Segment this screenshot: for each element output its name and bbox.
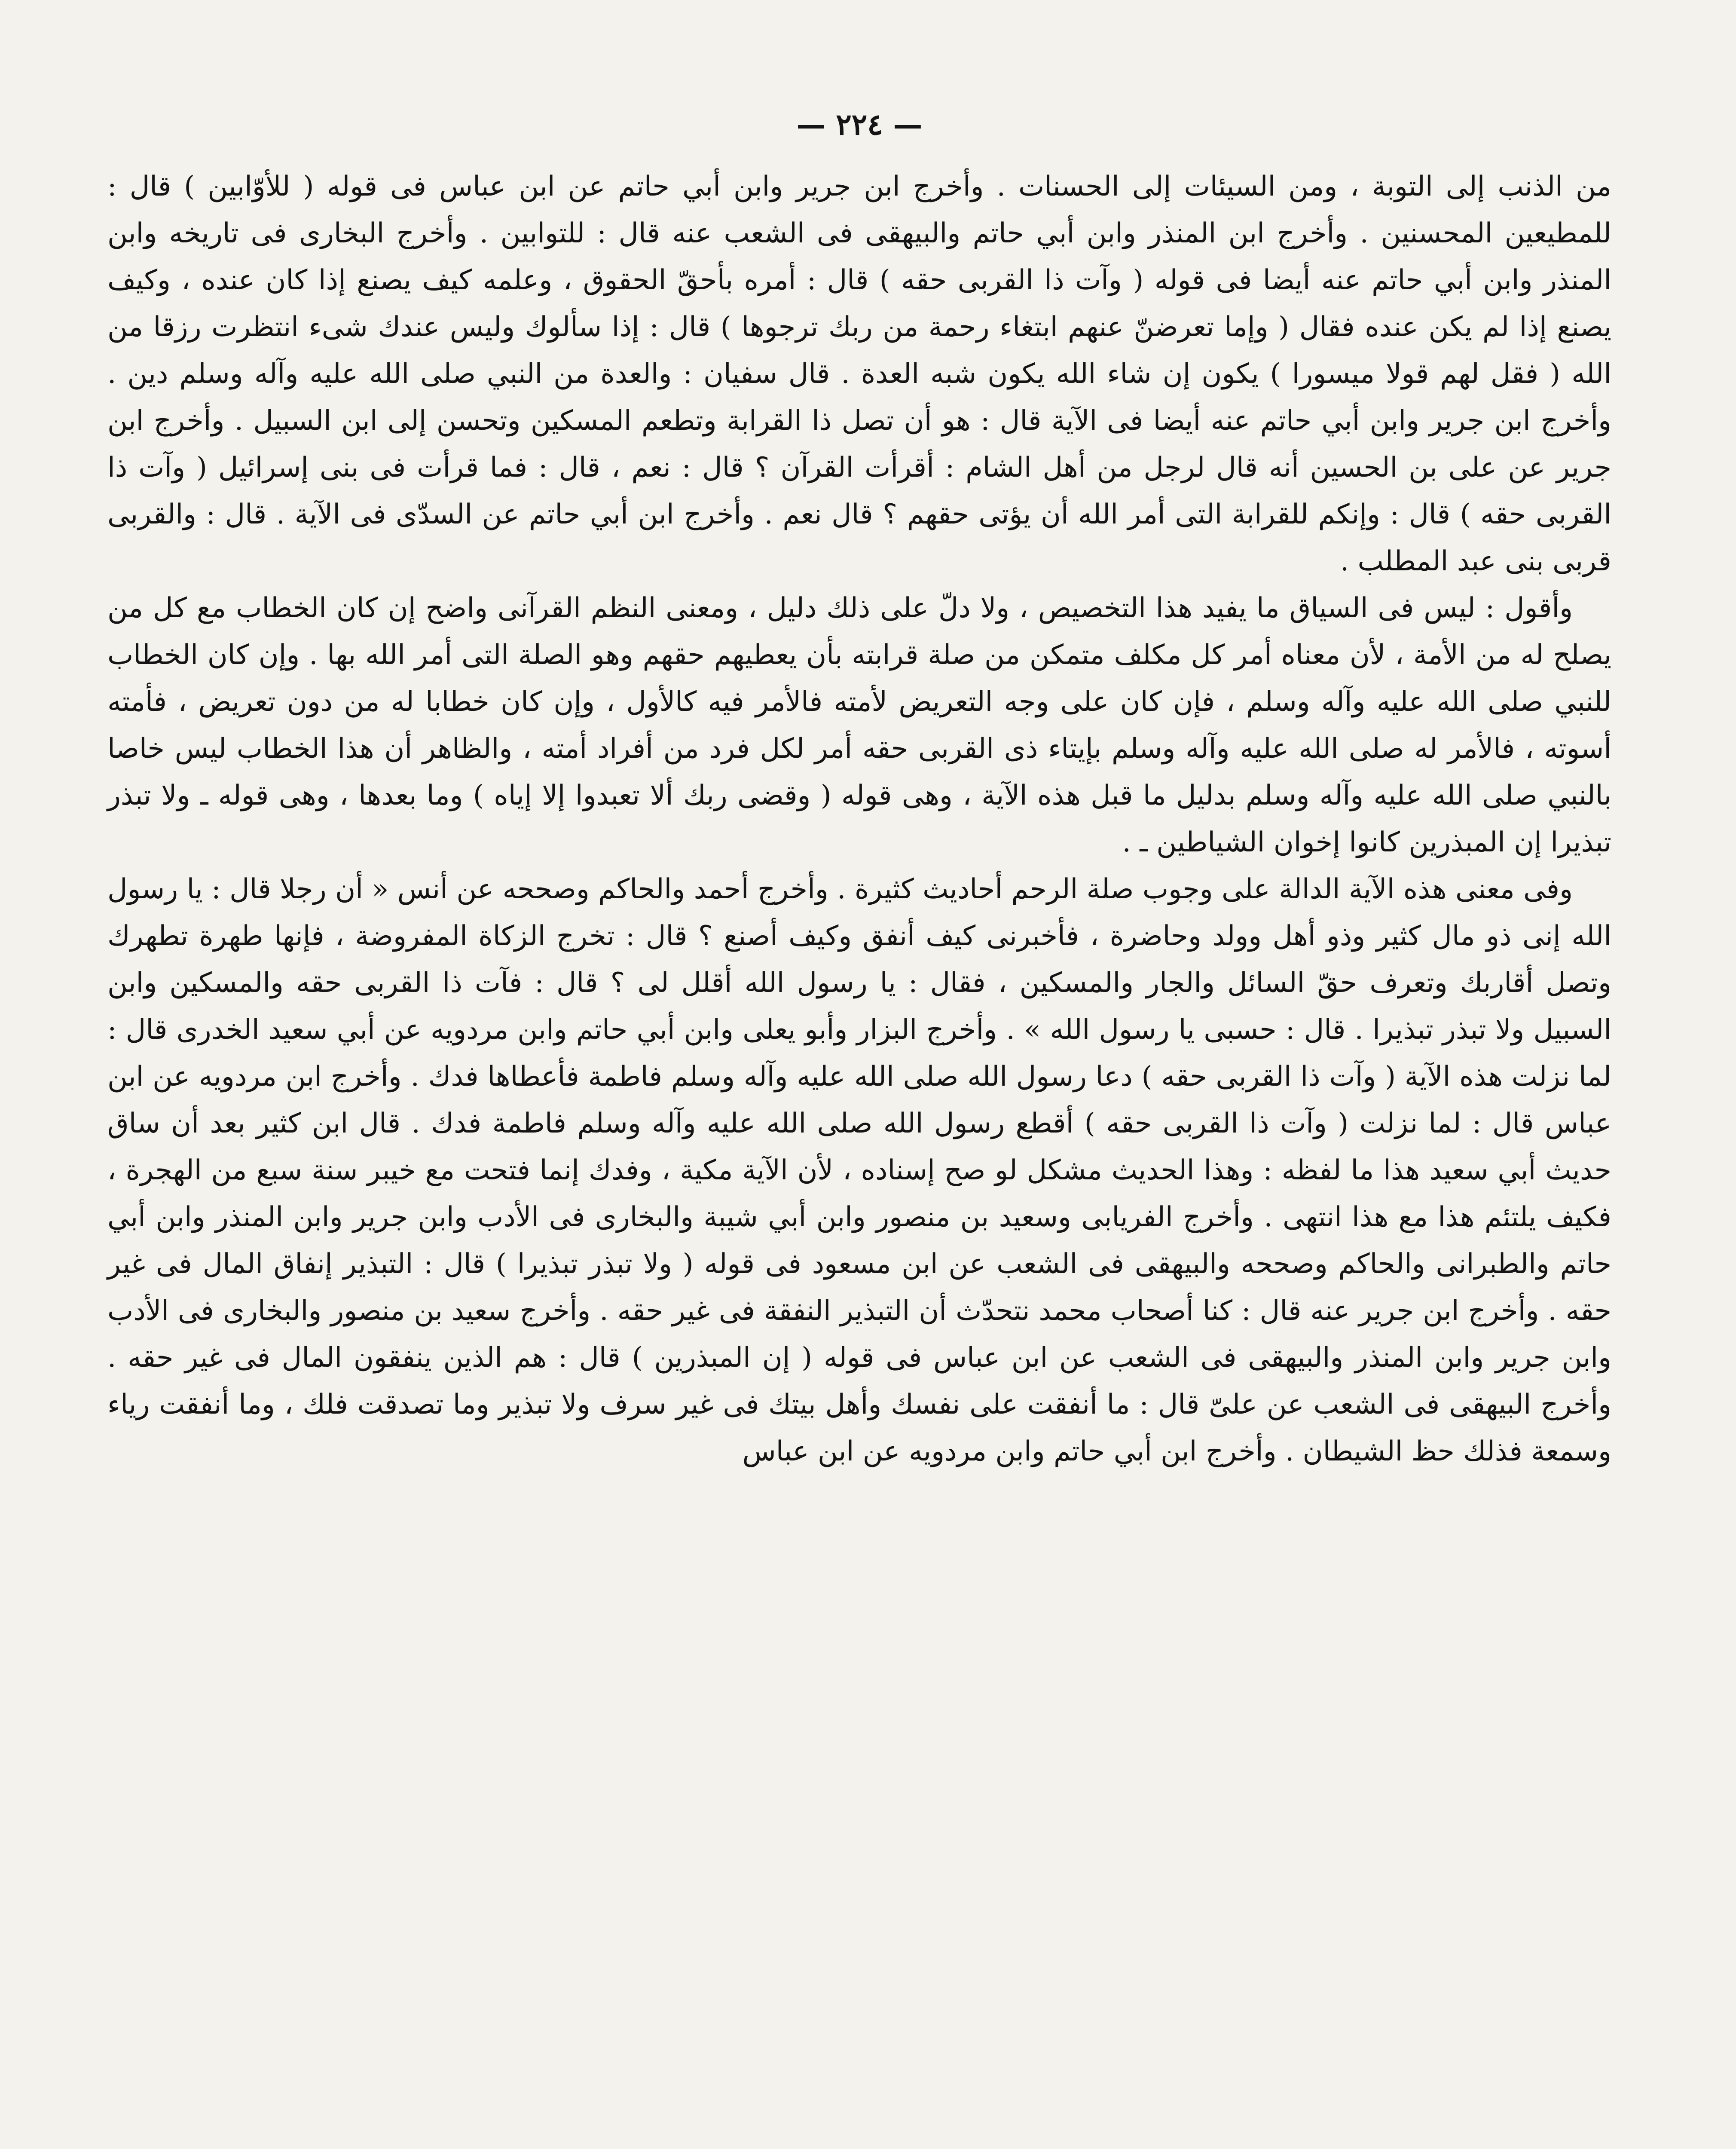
body-text bbox=[107, 163, 1611, 1475]
page-number: — ٢٢٤ — bbox=[796, 107, 923, 142]
paragraph-1: من الذنب إلى التوبة ، ومن السيئات إلى الحسنات . وأخرج ابن جرير وابن أبي حاتم عن ابن عباس فى قوله ( للأوّابين ) قال : للمطيعين المحسنين . وأخرج ابن المنذر وابن أبي حاتم والبيهقى فى الشعب عنه قال : للتوابين . وأخرج البخارى فى تاريخه وابن المنذر وابن أبي حاتم عنه أيضا فى قوله ( وآت ذا القربى حقه ) قال : أمره بأحقّ الحقوق ، وعلمه كيف يصنع إذا كان عنده ، وكيف يصنع إذا لم يكن عنده فقال ( وإما تعرضنّ عنهم ابتغاء رحمة من ربك ترجوها ) قال : إذا سألوك وليس عندك شىء انتظرت رزقا من الله ( فقل لهم قولا ميسورا ) يكون إن شاء الله يكون شبه العدة . قال سفيان : والعدة من النبي صلى الله عليه وآله وسلم دين . وأخرج ابن جرير وابن أبي حاتم عنه أيضا فى الآية قال : هو أن تصل ذا القرابة وتطعم المسكين وتحسن إلى ابن السبيل . وأخرج ابن جرير عن على بن الحسين أنه قال لرجل من أهل الشام : أقرأت القرآن ؟ قال : نعم ، قال : فما قرأت فى بنى إسرائيل ( وآت ذا القربى حقه ) قال : وإنكم للقرابة التى أمر الله أن يؤتى حقهم ؟ قال نعم . وأخرج ابن أبي حاتم عن السدّى فى الآية . قال : والقربى قربى بنى عبد المطلب . bbox=[107, 171, 1612, 577]
paragraph-2: وأقول : ليس فى السياق ما يفيد هذا التخصيص ، ولا دلّ على ذلك دليل ، ومعنى النظم القرآنى واضح إن كان الخطاب مع كل من يصلح له من الأمة ، لأن معناه أمر كل مكلف متمكن من صلة قرابته بأن يعطيهم حقهم وهو الصلة التى أمر الله بها . وإن كان الخطاب للنبي صلى الله عليه وآله وسلم ، فإن كان على وجه التعريض لأمته فالأمر فيه كالأول ، وإن كان خطابا له من دون تعريض ، فأمته أسوته ، فالأمر له صلى الله عليه وآله وسلم بإيتاء ذى القربى حقه أمر لكل فرد من أفراد أمته ، والظاهر أن هذا الخطاب ليس خاصا بالنبي صلى الله عليه وآله وسلم بدليل ما قبل هذه الآية ، وهى قوله ( وقضى ربك ألا تعبدوا إلا إياه ) وما بعدها ، وهى قوله ـ ولا تبذر تبذيرا إن المبذرين كانوا إخوان الشياطين ـ . bbox=[107, 592, 1612, 858]
paragraph-3: وفى معنى هذه الآية الدالة على وجوب صلة الرحم أحاديث كثيرة . وأخرج أحمد والحاكم وصححه عن أنس « أن رجلا قال : يا رسول الله إنى ذو مال كثير وذو أهل وولد وحاضرة ، فأخبرنى كيف أنفق وكيف أصنع ؟ قال : تخرج الزكاة المفروضة ، فإنها طهرة تطهرك وتصل أقاربك وتعرف حقّ السائل والجار والمسكين ، فقال : يا رسول الله أقلل لى ؟ قال : فآت ذا القربى حقه والمسكين وابن السبيل ولا تبذر تبذيرا . قال : حسبى يا رسول الله » . وأخرج البزار وأبو يعلى وابن أبي حاتم وابن مردويه عن أبي سعيد الخدرى قال : لما نزلت هذه الآية ( وآت ذا القربى حقه ) دعا رسول الله صلى الله عليه وآله وسلم فاطمة فأعطاها فدك . وأخرج ابن مردويه عن ابن عباس قال : لما نزلت ( وآت ذا القربى حقه ) أقطع رسول الله صلى الله عليه وآله وسلم فاطمة فدك . قال ابن كثير بعد أن ساق حديث أبي سعيد هذا ما لفظه : وهذا الحديث مشكل لو صح إسناده ، لأن الآية مكية ، وفدك إنما فتحت مع خيبر سنة سبع من الهجرة ، فكيف يلتئم هذا مع هذا انتهى . وأخرج الفريابى وسعيد بن منصور وابن أبي شيبة والبخارى فى الأدب وابن جرير وابن المنذر وابن أبي حاتم والطبرانى والحاكم وصححه والبيهقى فى الشعب عن ابن مسعود فى قوله ( ولا تبذر تبذيرا ) قال : التبذير إنفاق المال فى غير حقه . وأخرج ابن جرير عنه قال : كنا أصحاب محمد نتحدّث أن التبذير النفقة فى غير حقه . وأخرج سعيد بن منصور والبخارى فى الأدب وابن جرير وابن المنذر والبيهقى فى الشعب عن ابن عباس فى قوله ( إن المبذرين ) قال : هم الذين ينفقون المال فى غير حقه . وأخرج البيهقى فى الشعب عن علىّ قال : ما أنفقت على نفسك وأهل بيتك فى غير سرف ولا تبذير وما تصدقت فلك ، وما أنفقت رياء وسمعة فذلك حظ الشيطان . وأخرج ابن أبي حاتم وابن مردويه عن ابن عباس bbox=[107, 873, 1612, 1467]
